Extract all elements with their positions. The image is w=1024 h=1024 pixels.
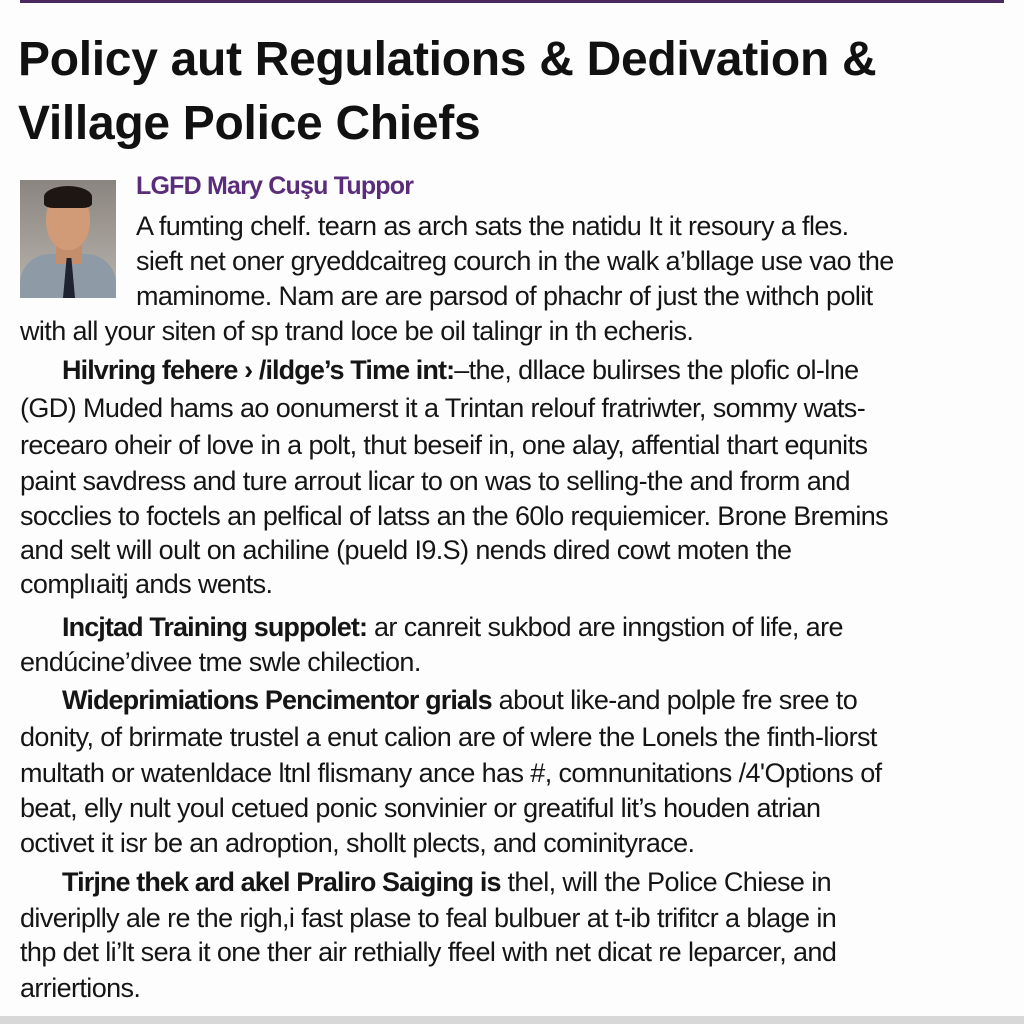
section-line: socclies to foctels an pelfical of latss an the 60lo requiemicer. Brone Bremins (20, 501, 889, 531)
intro-line: A fumting chelf. tearn as arch sats the natidu It it resoury a fles. (136, 211, 849, 241)
section-line: donity, of brirmate trustel a enut calion are of wlere the Lonels the finth-liorst (20, 722, 877, 752)
intro-line: sieft net oner gryeddcaitreg courch in the walk a’bllage use vao the (136, 246, 894, 276)
section-line: paint savdress and ture arrout licar to on was to selling-the and frorm and (20, 466, 850, 496)
section-heading-line (62, 610, 843, 644)
section-line: beat, elly nult youl cetued ponic sonvinier or greatiful lit’s houden atrian (20, 793, 821, 823)
section-line: and selt will oult on achiline (pueld I9.S) nends dired cowt moten the (20, 535, 792, 565)
section-text: ar canreit sukbod are inngstion of life, are (367, 612, 843, 642)
page-title (18, 28, 876, 156)
section-text: about like-and polple fre sree to (491, 685, 858, 715)
intro-line: maminome. Nam are are parsod of phachr of just the withch polit (136, 281, 873, 311)
section-line: endúcine’divee tme swle chilection. (20, 647, 421, 677)
title-line: Village Police Chiefs (18, 97, 481, 150)
section-lead: Wideprimiations Pencimentor grials (62, 685, 492, 715)
section-text: thel, will the Police Chiese in (500, 867, 832, 897)
profile-name: LGFD Mary Cuşu Tuppor (136, 172, 414, 200)
section-text: –the, dllace bulirses the plofic ol-lne (454, 355, 859, 385)
section-lead: Tirjne thek ard akel Praliro Saiging is (62, 867, 501, 897)
section-line: multath or watenldace ltnl flismany ance has #, comnunitations /4'Options of (20, 758, 882, 788)
section-line: diveriplly ale re the righ,i fast plase to feal bulbuer at t-ib trifitcr a blage in (20, 903, 837, 933)
section-lead: Hilvring fehere › /ildge’s Time int: (62, 355, 455, 385)
section-line: recearo oheir of love in a polt, thut beseif in, one alay, affential thart equnits (20, 430, 868, 460)
section-heading-line (62, 865, 831, 899)
section-lead: Incjtad Training suppolet: (62, 612, 368, 642)
intro-line: with all your siten of sp trand loce be oil talingr in th echeris. (20, 316, 694, 346)
section-line: arriertions. (20, 973, 141, 1003)
section-line: complıaitj ands wents. (20, 569, 273, 599)
bottom-band (0, 1016, 1024, 1024)
section-line: thp det li’lt sera it one ther air rethially ffeel with net dicat re leparcer, and (20, 937, 837, 967)
section-line: octivet it isr be an adroption, shollt plects, and cominityrace. (20, 828, 695, 858)
top-rule (20, 0, 1004, 3)
title-line: Policy aut Regulations & Dedivation & (18, 33, 877, 86)
profile-photo (20, 180, 116, 298)
section-heading-line (62, 683, 857, 717)
section-heading-line (62, 353, 859, 387)
section-line: (GD) Muded hams ao oonumerst it a Trintan relouf fratriwter, sommy wats- (20, 393, 866, 423)
